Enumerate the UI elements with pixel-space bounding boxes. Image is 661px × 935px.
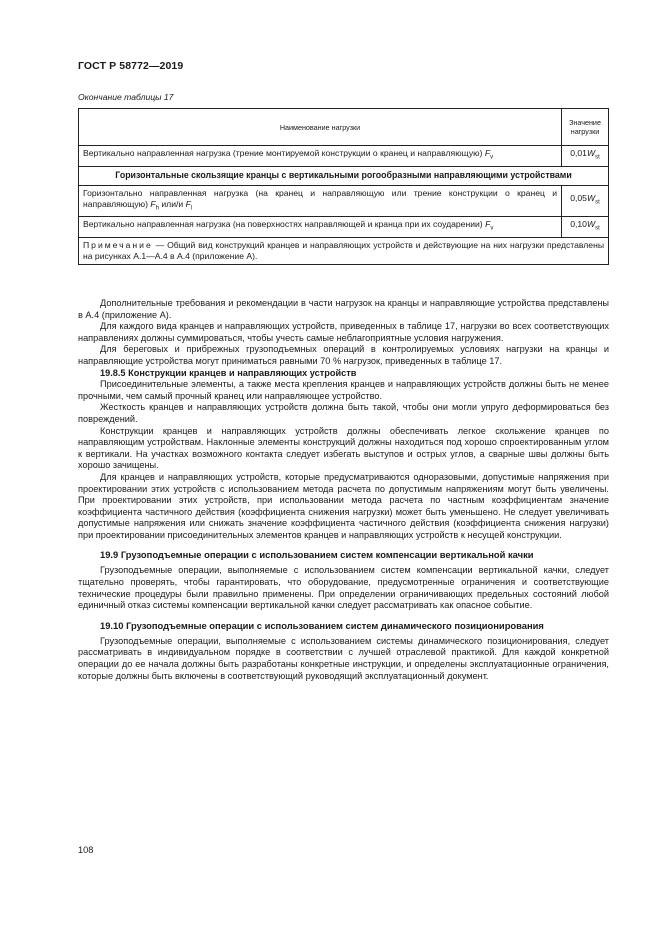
paragraph: Для каждого вида кранцев и направляющих устройств, приведенных в таблице 17, нагрузки во всех соответствующих направлениях должны суммироваться, чтобы учесть самые неблагоприятные условия нагружения. xyxy=(78,321,609,343)
subsection-heading-19-8-5: 19.8.5 Конструкции кранцев и направляющих устройств xyxy=(100,367,357,378)
value-number: 0,10 xyxy=(570,219,587,230)
load-symbol: F xyxy=(150,198,156,209)
load-symbol: F xyxy=(484,148,491,158)
paragraph: Дополнительные требования и рекомендации в части нагрузок на кранцы и направляющие устройства представлены в А.4 (приложение А). xyxy=(78,298,609,320)
table-cell-load-value xyxy=(562,146,609,167)
load-name-text: Горизонтально направленная нагрузка (на кранец и направляющую или трение конструкции о кранец и направляющую) xyxy=(83,187,557,209)
paragraph: Для береговых и прибрежных грузоподъемных операций в контролируемых условиях нагрузки на кранцы и направляющие устройства могут приниматься равными 70 % нагрузок, приведенных в таблице 17. xyxy=(78,344,609,366)
value-symbol: W xyxy=(586,193,596,204)
paragraph: Присоединительные элементы, а также места крепления кранцев и направляющих устройств должны быть не менее прочными, чем самый прочный кранец или направляющее устройство. xyxy=(78,379,609,401)
table-cell-load-name xyxy=(79,146,562,167)
value-symbol: W xyxy=(586,219,596,230)
standard-header: ГОСТ Р 58772—2019 xyxy=(78,60,184,72)
value-number: 0,01 xyxy=(570,148,587,158)
body-text xyxy=(78,298,609,682)
table-note xyxy=(79,238,609,265)
paragraph: Жесткость кранцев и направляющих устройств должна быть такой, чтобы они могли упруго деформироваться без повреждений. xyxy=(78,402,609,424)
table-subheading-row xyxy=(79,166,609,185)
value-symbol: W xyxy=(586,148,596,158)
column-header-value xyxy=(562,109,609,146)
load-symbol-subscript: v xyxy=(490,226,494,233)
note-text: — Общий вид конструкций кранцев и направляющих устройств и действующие на них нагрузки представлены на рисунках А.1—А.4 в А.4 (приложение А). xyxy=(83,240,604,262)
load-name-text: Вертикально направленная нагрузка (на поверхностях направляющей и кранца при их соударении) xyxy=(83,219,483,230)
load-symbol-2-subscript: l xyxy=(190,205,193,212)
table-cell-load-value xyxy=(562,185,609,217)
load-symbol: F xyxy=(485,219,491,230)
table-caption: Окончание таблицы 17 xyxy=(78,92,174,102)
column-header-value-line2: нагрузки xyxy=(570,127,600,136)
load-symbol-subscript: h xyxy=(155,205,159,212)
load-conjunction: или/и xyxy=(161,198,184,209)
table-cell-load-name xyxy=(79,185,562,217)
column-header-value-line1: Значение xyxy=(569,118,601,127)
load-symbol-2: F xyxy=(185,198,191,209)
note-label: Примечание xyxy=(83,240,153,251)
loads-table xyxy=(78,108,609,265)
paragraph: Грузоподъемные операции, выполняемые с использованием системы динамического позиционирования, следует рассматривать в индивидуальном порядке в соответствии с лучшей отраслевой практикой. Для каждой конкретной операции до ее начала должны быть разработаны конкретные инструкции, и определены эксплуатационные ограничения, которые должны быть включены в соответствующий руководящий эксплуатационный документ. xyxy=(78,635,609,681)
table-header-row xyxy=(79,109,609,146)
table-row xyxy=(79,185,609,217)
value-subscript: st xyxy=(595,199,600,206)
column-header-name: Наименование нагрузки xyxy=(79,109,562,146)
paragraph: Конструкции кранцев и направляющих устройств должны обеспечивать легкое скольжение кранцев по направляющим устройствам. Наклонные элементы конструкций должны находиться под хорошо спроектированным углом к вертикали. На участках возможного контакта следует избегать выступов и острых углов, а сварные швы должны быть хорошо зачищены. xyxy=(78,425,609,471)
table-cell-load-name xyxy=(79,217,562,238)
load-symbol-subscript: v xyxy=(490,154,494,161)
table-cell-load-value xyxy=(562,217,609,238)
table-row xyxy=(79,146,609,167)
table-row xyxy=(79,217,609,238)
load-name-text: Вертикально направленная нагрузка (трение монтируемой конструкции о кранец и направляющую) xyxy=(83,148,483,158)
section-heading-19-9: 19.9 Грузоподъемные операции с использованием систем компенсации вертикальной качки xyxy=(100,549,534,561)
value-subscript: st xyxy=(595,226,600,233)
value-subscript: st xyxy=(595,154,600,161)
value-number: 0,05 xyxy=(570,193,587,204)
paragraph: Для кранцев и направляющих устройств, которые предусматриваются одноразовыми, допустимые напряжения при проектировании этих устройств с использованием метода расчета по допустимым напряжениям могут быть увеличены. При проектировании этих устройств, при использовании метода расчета по частным коэффициентам значение коэффициента частичного действия (коэффициента снижения нагрузки) может быть уменьшено. Не следует увеличивать допустимые напряжения или снижать значение коэффициента частичного действия (коэффициента снижения нагрузки) при проектировании присоединительных элементов кранцев и направляющих устройств к несущей конструкции. xyxy=(78,471,609,540)
section-heading-19-10: 19.10 Грузоподъемные операции с использованием систем динамического позиционирования xyxy=(100,619,544,631)
table-note-row xyxy=(79,238,609,265)
page-number: 108 xyxy=(78,845,94,855)
paragraph: Грузоподъемные операции, выполняемые с использованием систем компенсации вертикальной качки, следует тщательно проверять, чтобы гарантировать, что оборудование, предусмотренные ограничения и соответствующие технические процедуры были правильно применены. При определении ограничивающих предельных состояний любой единичный отказ системы компенсации вертикальной качки следует рассматривать как опасное событие. xyxy=(78,565,609,611)
table-subheading: Горизонтальные скользящие кранцы с вертикальными рогообразными направляющими устройствами xyxy=(79,166,609,185)
